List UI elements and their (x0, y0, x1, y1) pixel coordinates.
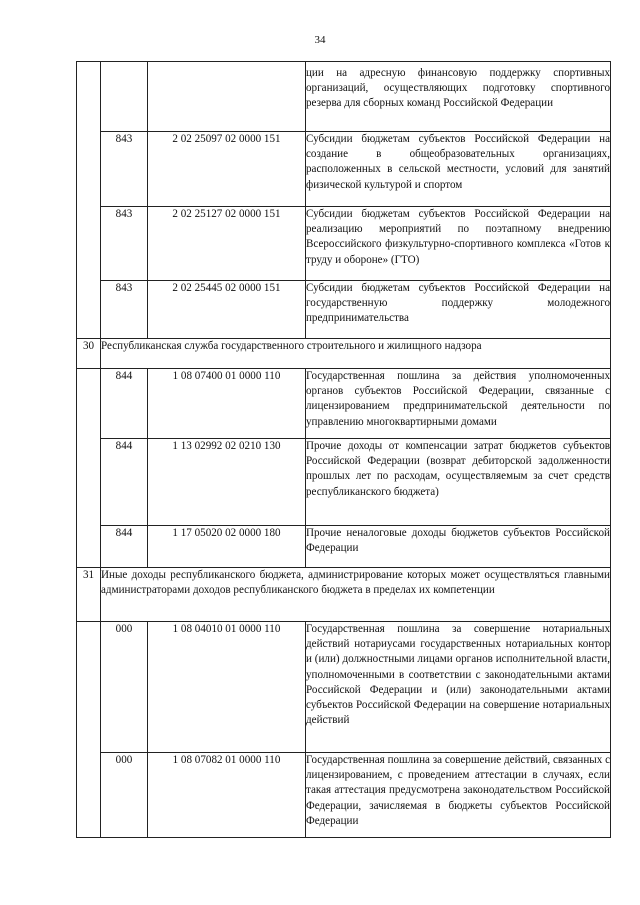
revenue-administrators-table (76, 61, 611, 838)
table-row (77, 439, 611, 526)
revenue-code-cell: 1 08 04010 01 0000 110 (148, 622, 306, 753)
revenue-name-cell: Прочие доходы от компенсации затрат бюджетов субъектов Российской Федерации (возврат дебиторской задолженности прошлых лет по расходам, осуществляемым за счет средств республиканского бюджета) (306, 439, 611, 526)
admin-code-cell: 000 (101, 753, 148, 838)
admin-code-cell: 843 (101, 281, 148, 339)
table-row (77, 622, 611, 753)
row-number-cell (77, 369, 101, 568)
section-header-row (77, 339, 611, 369)
revenue-name-cell: Субсидии бюджетам субъектов Российской Федерации на реализацию мероприятий по поэтапному внедрению Всероссийского физкультурно-спортивного комплекса «Готов к труду и обороне» (ГТО) (306, 207, 611, 281)
revenue-code-cell: 1 13 02992 02 0210 130 (148, 439, 306, 526)
revenue-name-cell: Государственная пошлина за совершение нотариальных действий нотариусами государственных нотариальных контор и (или) должностными лицами органов исполнительной власти, уполномоченными в соответствии с законодательными актами Российской Федерации и (или) законодательными актами субъектов Российской Федерации на совершение нотариальных действий (306, 622, 611, 753)
section-number: 31 (77, 568, 101, 622)
admin-code-cell: 844 (101, 369, 148, 439)
admin-code-cell: 844 (101, 439, 148, 526)
section-title: Иные доходы республиканского бюджета, администрирование которых может осуществляться главными администраторами доходов республиканского бюджета в пределах их компетенции (101, 568, 611, 622)
revenue-name-cell: Государственная пошлина за действия уполномоченных органов субъектов Российской Федерации, связанные с лицензированием предпринимательской деятельности по управлению многоквартирными домами (306, 369, 611, 439)
revenue-code-cell: 1 08 07082 01 0000 110 (148, 753, 306, 838)
admin-code-cell: 843 (101, 132, 148, 207)
table-row (77, 369, 611, 439)
table-row (77, 526, 611, 568)
revenue-code-cell: 1 17 05020 02 0000 180 (148, 526, 306, 568)
row-number-cell (77, 622, 101, 838)
table-row (77, 753, 611, 838)
admin-code-cell (101, 62, 148, 132)
revenue-code-cell: 1 08 07400 01 0000 110 (148, 369, 306, 439)
admin-code-cell: 843 (101, 207, 148, 281)
section-header-row (77, 568, 611, 622)
revenue-code-cell: 2 02 25127 02 0000 151 (148, 207, 306, 281)
table-row (77, 132, 611, 207)
table-row (77, 62, 611, 132)
revenue-code-cell (148, 62, 306, 132)
admin-code-cell: 844 (101, 526, 148, 568)
revenue-name-cell: Субсидии бюджетам субъектов Российской Федерации на государственную поддержку молодежного предпринимательства (306, 281, 611, 339)
revenue-code-cell: 2 02 25445 02 0000 151 (148, 281, 306, 339)
table-row (77, 207, 611, 281)
table-row (77, 281, 611, 339)
revenue-name-cell: Субсидии бюджетам субъектов Российской Федерации на создание в общеобразовательных организациях, расположенных в сельской местности, условий для занятий физической культурой и спортом (306, 132, 611, 207)
revenue-name-cell: ции на адресную финансовую поддержку спортивных организаций, осуществляющих подготовку спортивного резерва для сборных команд Российской Федерации (306, 62, 611, 132)
page-number: 34 (314, 34, 326, 46)
row-number-cell (77, 62, 101, 339)
revenue-name-cell: Государственная пошлина за совершение действий, связанных с лицензированием, с проведением аттестации в случаях, если такая аттестация предусмотрена законодательством Российской Федерации, зачисляемая в бюджеты субъектов Российской Федерации (306, 753, 611, 838)
revenue-name-cell: Прочие неналоговые доходы бюджетов субъектов Российской Федерации (306, 526, 611, 568)
section-number: 30 (77, 339, 101, 369)
admin-code-cell: 000 (101, 622, 148, 753)
section-title: Республиканская служба государственного строительного и жилищного надзора (101, 339, 611, 369)
revenue-code-cell: 2 02 25097 02 0000 151 (148, 132, 306, 207)
